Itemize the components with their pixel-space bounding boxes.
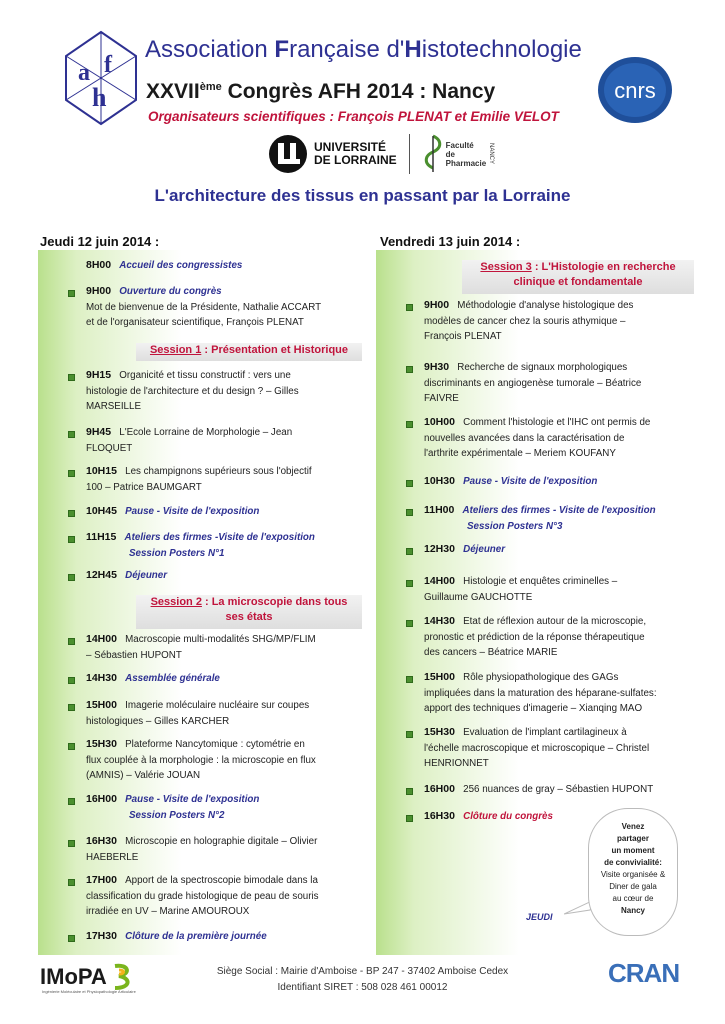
program-entry: 14H00 Histologie et enquêtes criminelles – Guillaume GAUCHOTTE (424, 575, 618, 603)
bullet-icon (406, 731, 413, 738)
association-title: Association Française d'Histotechnologie (145, 36, 582, 63)
imopa-subtitle: Ingénierie Moléculaire et Physiopathologie Articulaire (42, 989, 136, 994)
program-entry: 15H00 Rôle physiopathologique des GAGs impliquées dans la maturation des héparane-sulfates: apport des techniques d'imagerie – Xianqing MAO (424, 671, 657, 714)
program-entry: 15H30 Evaluation de l'implant cartilagineux à l'échelle macroscopique et microscopique – Christel HENRIONNET (424, 726, 650, 769)
program-entry: 9H15 Organicité et tissu constructif : vers une histologie de l'architecture et du design ? – Gilles MARSEILLE (86, 369, 299, 412)
jeudi-label: JEUDI (526, 912, 553, 922)
bullet-icon (68, 840, 75, 847)
program-entry: 10H15 Les champignons supérieurs sous l'objectif 100 – Patrice BAUMGART (86, 465, 312, 493)
nancy-side-text: NANCY (488, 143, 495, 165)
program-entry: 16H00 Pause - Visite de l'exposition Session Posters N°2 (86, 793, 260, 821)
bullet-icon (68, 879, 75, 886)
program-entry: 9H30 Recherche de signaux morphologiques discriminants en angiogenèse tumorale – Béatrice FAIVRE (424, 361, 642, 404)
bullet-icon (68, 743, 75, 750)
program-entry: 9H45 L'Ecole Lorraine de Morphologie – Jean FLOQUET (86, 426, 293, 454)
bullet-icon (68, 536, 75, 543)
program-entry: 9H00 Méthodologie d'analyse histologique des modèles de cancer chez la souris athymique – François PLENAT (424, 299, 634, 342)
afh-logo (62, 28, 140, 128)
bullet-icon (406, 815, 413, 822)
bullet-icon (68, 510, 75, 517)
congress-title: XXVIIème Congrès AFH 2014 : Nancy (146, 80, 496, 103)
main-title: L'architecture des tissus en passant par la Lorraine (154, 186, 571, 205)
faculte-text: Faculté de Pharmacie (445, 140, 487, 168)
program-entry: 16H00 256 nuances de gray – Sébastien HUPONT (424, 783, 654, 795)
program-entry: 15H00 Imagerie moléculaire nucléaire sur coupes histologiques – Gilles KARCHER (86, 699, 310, 727)
program-entry: 11H00 Ateliers des firmes - Visite de l'exposition Session Posters N°3 (424, 504, 656, 532)
bullet-icon (406, 304, 413, 311)
program-entry: 10H45 Pause - Visite de l'exposition (86, 505, 260, 517)
session-1-heading: Session 1 : Présentation et Historique (136, 343, 362, 361)
bullet-icon (406, 580, 413, 587)
logo-separator (409, 134, 410, 174)
program-entry: 14H00 Macroscopie multi-modalités SHG/MP/FLIM – Sébastien HUPONT (86, 633, 316, 661)
cran-logo: CRAN (608, 958, 680, 988)
bullet-icon (406, 480, 413, 487)
day-title-vendredi: Vendredi 13 juin 2014 : (380, 234, 521, 249)
bullet-icon (406, 788, 413, 795)
bullet-icon (68, 374, 75, 381)
afh-letter-a: a (78, 60, 90, 86)
partner-logos (268, 132, 494, 176)
program-entry: 11H15 Ateliers des firmes -Visite de l'exposition Session Posters N°1 (86, 531, 315, 559)
faculte-pharmacie-logo (422, 134, 494, 174)
program-entry: 14H30 Etat de réflexion autour de la microscopie, pronostic et prédiction de la réponse thérapeutique des cancers – Béatrice MARIE (424, 615, 647, 658)
program-entry: 16H30 Clôture du congrès (424, 810, 553, 822)
program-entry: 12H45 Déjeuner (86, 569, 168, 581)
footer-address: Siège Social : Mairie d'Amboise - BP 247 - 37402 Amboise Cedex (216, 966, 509, 977)
bullet-icon (68, 798, 75, 805)
universite-lorraine-icon (268, 134, 308, 174)
organizers-line: Organisateurs scientifiques : François PLENAT et Emilie VELOT (148, 109, 559, 124)
session-2-heading: Session 2 : La microscopie dans tous ses états (136, 595, 362, 629)
bullet-icon (68, 677, 75, 684)
bullet-icon (68, 935, 75, 942)
bullet-icon (68, 470, 75, 477)
program-entry: 17H00 Apport de la spectroscopie bimodale dans la classification du grade histologique de peau de souris irradiée en UV – Marine AMOUROUX (86, 874, 319, 917)
bullet-icon (68, 704, 75, 711)
bullet-icon (68, 574, 75, 581)
imopa-text: IMoPA (40, 964, 107, 989)
bullet-icon (68, 290, 75, 297)
bullet-icon (406, 676, 413, 683)
bullet-icon (406, 620, 413, 627)
program-entry: 15H30 Plateforme Nancytomique : cytométrie en flux couplée à la morphologie : la microscopie en flux (AMNIS) – Valérie JOUAN (86, 738, 316, 781)
program-entry: 8H00 Accueil des congressistes (86, 259, 243, 271)
bullet-icon (406, 421, 413, 428)
day-title-jeudi: Jeudi 12 juin 2014 : (40, 234, 160, 249)
program-entry: 17H30 Clôture de la première journée (86, 930, 267, 942)
footer-siret: Identifiant SIRET : 508 028 461 00012 (277, 982, 448, 993)
bullet-icon (406, 509, 413, 516)
bullet-icon (406, 548, 413, 555)
program-entry: 10H00 Comment l'histologie et l'IHC ont permis de nouvelles avancées dans la caractérisation de l'arthrite expérimentale – Meriem KOUFANY (424, 416, 651, 459)
bullet-icon (68, 638, 75, 645)
cnrs-logo (597, 56, 673, 124)
caduceus-icon (422, 134, 444, 174)
program-entry: 16H30 Microscopie en holographie digitale – Olivier HAEBERLE (86, 835, 318, 863)
bullet-icon (406, 366, 413, 373)
program-entry: 14H30 Assemblée générale (86, 672, 220, 684)
session-3-heading: Session 3 : L'Histologie en recherche clinique et fondamentale (462, 260, 694, 294)
bullet-icon (68, 431, 75, 438)
universite-lorraine-text: UNIVERSITÉ DE LORRAINE (314, 140, 397, 167)
afh-letter-f: f (104, 52, 112, 78)
conviviality-bubble: Venez partager un moment de convivialité: Visite organisée & Diner de gala au cœur de Nancy (588, 808, 678, 936)
program-entry: 10H30 Pause - Visite de l'exposition (424, 475, 598, 487)
cnrs-text: cnrs (614, 78, 656, 103)
afh-letter-h: h (92, 83, 107, 112)
program-entry: 9H00 Ouverture du congrès Mot de bienvenue de la Présidente, Nathalie ACCART et de l'organisateur scientifique, François PLENAT (86, 285, 322, 328)
program-entry: 12H30 Déjeuner (424, 543, 506, 555)
